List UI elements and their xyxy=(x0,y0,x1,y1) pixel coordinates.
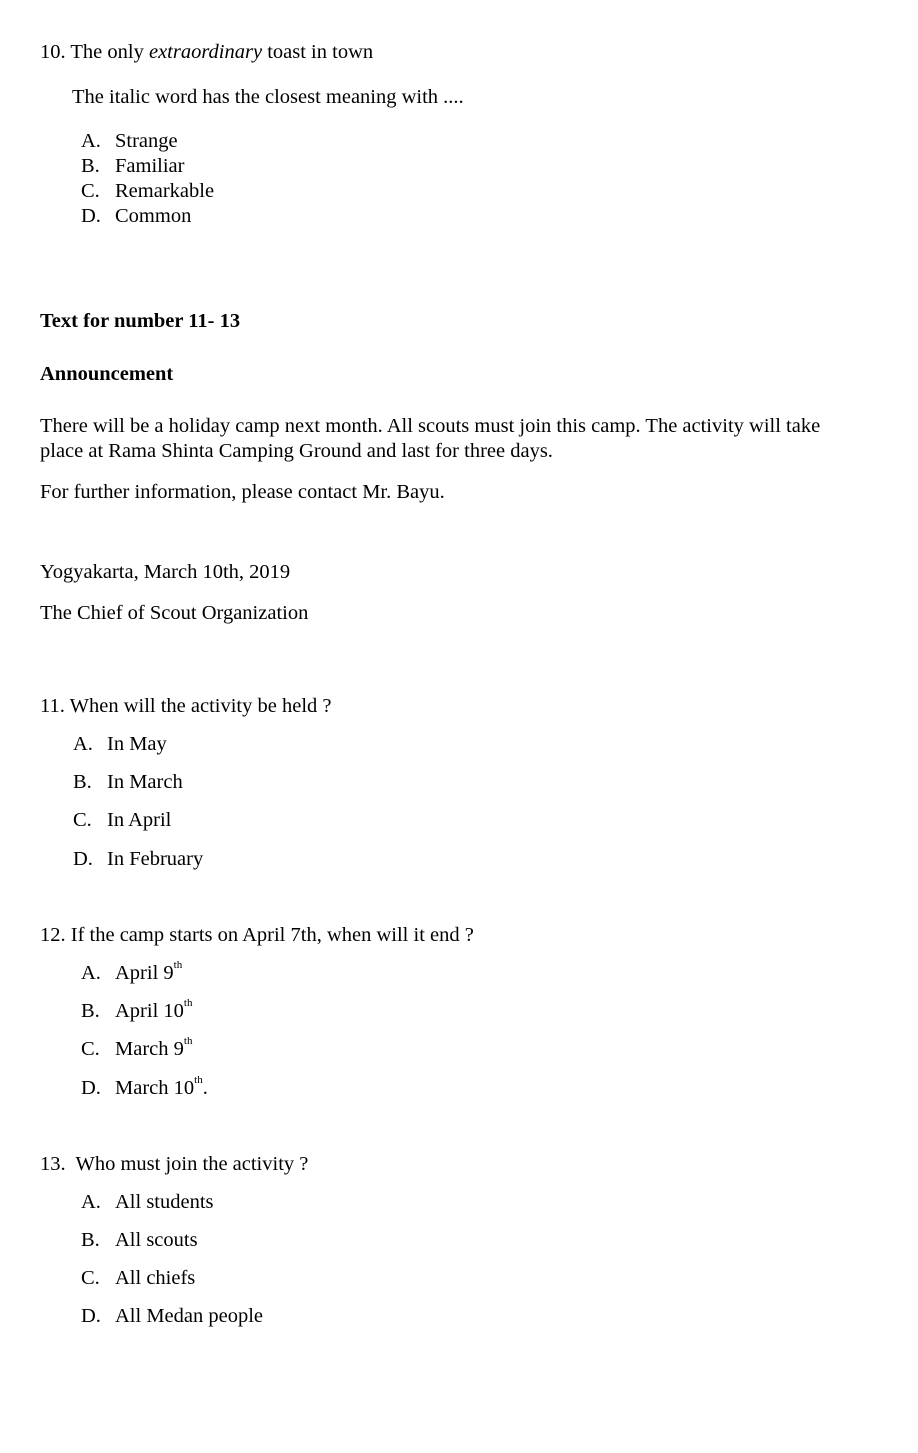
option-text: April 9 xyxy=(115,962,174,984)
option-superscript: th xyxy=(183,1035,193,1047)
option-letter: C. xyxy=(81,1267,100,1289)
passage-header: Text for number 11- 13 xyxy=(40,310,241,332)
q10-option-a xyxy=(81,129,178,154)
q13-option-b xyxy=(81,1228,198,1253)
passage-body: There will be a holiday camp next month. All scouts must join this camp. The activity will take place at Rama Shinta Camping Ground and last for three days. xyxy=(40,415,821,462)
q12-option-a xyxy=(81,961,182,986)
q11-option-c xyxy=(73,808,171,833)
option-text: Strange xyxy=(115,130,178,152)
q10-option-c xyxy=(81,179,214,204)
option-superscript: th xyxy=(173,959,183,971)
option-letter: B. xyxy=(81,1000,100,1022)
option-text: March 10 xyxy=(115,1077,195,1099)
q10-option-b xyxy=(81,154,184,179)
option-text: All scouts xyxy=(115,1229,198,1251)
option-letter: B. xyxy=(81,155,100,177)
option-text: April 10 xyxy=(115,1000,184,1022)
q10-prefix: The only xyxy=(70,41,144,63)
option-text: In February xyxy=(107,848,204,870)
option-text: March 9 xyxy=(115,1038,184,1060)
q12-number: 12. xyxy=(40,924,66,946)
option-letter: B. xyxy=(81,1229,100,1251)
q13-number: 13. xyxy=(40,1153,66,1175)
option-text: All students xyxy=(115,1191,214,1213)
q12-stem xyxy=(40,923,474,948)
option-letter: D. xyxy=(73,848,93,870)
q10-instruction: The italic word has the closest meaning with .... xyxy=(72,86,464,108)
option-letter: C. xyxy=(73,809,92,831)
q13-stem xyxy=(40,1152,308,1177)
passage-contact: For further information, please contact Mr. Bayu. xyxy=(40,481,445,503)
option-letter: A. xyxy=(81,962,101,984)
passage-signatory: The Chief of Scout Organization xyxy=(40,602,309,624)
option-text: Common xyxy=(115,205,192,227)
q11-option-d xyxy=(73,847,203,872)
option-letter: C. xyxy=(81,1038,100,1060)
option-letter: D. xyxy=(81,1305,101,1327)
q10-number: 10. xyxy=(40,41,66,63)
q12-option-b xyxy=(81,999,192,1024)
option-text: All chiefs xyxy=(115,1267,196,1289)
q11-question: When will the activity be held ? xyxy=(69,695,332,717)
passage-place-date: Yogyakarta, March 10th, 2019 xyxy=(40,561,291,583)
option-text: In April xyxy=(107,809,172,831)
option-text: All Medan people xyxy=(115,1305,264,1327)
q10-option-d xyxy=(81,204,191,229)
option-letter: D. xyxy=(81,1077,101,1099)
option-superscript: th xyxy=(194,1074,203,1086)
q13-option-a xyxy=(81,1190,214,1215)
option-letter: C. xyxy=(81,180,100,202)
q11-number: 11. xyxy=(40,695,65,717)
option-text: Remarkable xyxy=(115,180,215,202)
option-letter: A. xyxy=(81,130,101,152)
q13-option-d xyxy=(81,1304,263,1329)
passage-title: Announcement xyxy=(40,363,174,385)
q11-stem xyxy=(40,694,332,719)
option-letter: B. xyxy=(73,771,92,793)
option-text: In May xyxy=(107,733,167,755)
q12-question: If the camp starts on April 7th, when will it end ? xyxy=(70,924,474,946)
q13-option-c xyxy=(81,1266,195,1291)
option-letter: A. xyxy=(73,733,93,755)
q10-italic-word: extraordinary xyxy=(148,41,263,63)
option-letter: A. xyxy=(81,1191,101,1213)
option-superscript: th xyxy=(183,997,193,1009)
q11-option-a xyxy=(73,732,167,757)
q12-option-c xyxy=(81,1037,192,1062)
option-text: Familiar xyxy=(115,155,185,177)
option-tail: . xyxy=(202,1077,208,1099)
q10-suffix: toast in town xyxy=(267,41,374,63)
option-text: In March xyxy=(107,771,183,793)
q13-question: Who must join the activity ? xyxy=(75,1153,309,1175)
q10-stem xyxy=(40,40,373,65)
option-letter: D. xyxy=(81,205,101,227)
q11-option-b xyxy=(73,770,183,795)
q12-option-d xyxy=(81,1076,208,1101)
